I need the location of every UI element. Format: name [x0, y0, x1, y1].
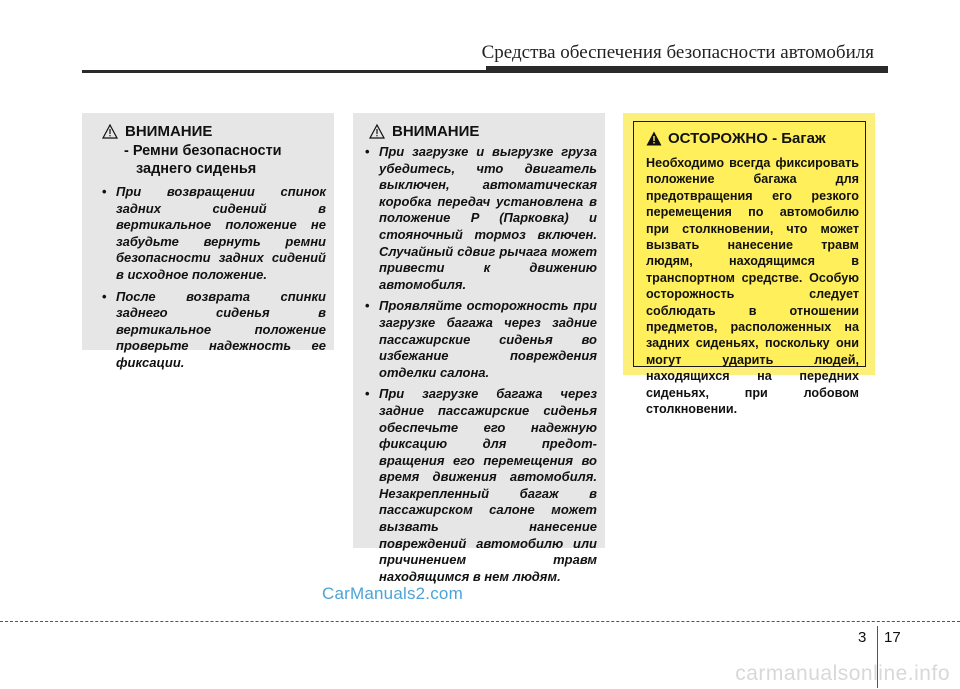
warning-subtitle: - Ремни безопасности	[124, 143, 282, 159]
page-number: 17	[884, 629, 901, 646]
site-watermark: carmanualsonline.info	[735, 662, 950, 685]
warning-list	[102, 184, 326, 372]
caution-triangle-icon	[646, 131, 662, 146]
warning-box-cargo	[353, 113, 605, 584]
warning-heading	[365, 123, 597, 140]
header-rule	[82, 70, 888, 73]
warning-box-seatbelts	[82, 113, 334, 370]
warning-heading-text: ВНИМАНИЕ	[392, 123, 480, 140]
warning-triangle-icon	[369, 124, 385, 139]
warning-heading-text: ВНИМАНИЕ	[125, 123, 213, 140]
list-item: • При загрузке багажа через задние пассажирские сиденья обеспечьте его надежную фиксацию для предот-вращения его перемещения во время движения автомобиля. Незакрепленный багаж в пассажирском салоне может вызвать нанесение повреждений автомобилю или причинением травм находящимся в нем людям.	[365, 386, 597, 585]
list-item: • После возврата спинки заднего сиденья в вертикальное положение проверьте надежность ее фиксации.	[102, 289, 326, 372]
caution-box-luggage	[623, 113, 875, 417]
list-item: • При загрузке и выгрузке груза убедитесь, что двигатель выключен, автоматическая коробка передач установлена в положение P (Парковка) и стояночный тормоз включен. Случайный сдвиг рычага может привести к движению автомобиля.	[365, 144, 597, 293]
warning-heading	[102, 123, 326, 140]
section-title: Средства обеспечения безопасности автомобиля	[481, 42, 874, 63]
footer-dashed-rule	[0, 621, 960, 622]
chapter-number: 3	[858, 629, 867, 646]
carmanuals-watermark: CarManuals2.com	[322, 584, 463, 603]
warning-list	[365, 144, 597, 585]
caution-body: Необходимо всегда фиксировать положение багажа для предотвращения его резкого перемещения по автомобилю при столкновении, что может вызвать нанесение травм людям, находящимся в транспортном средстве. Особую осторожность следует соблюдать в отношении предметов, расположенных на задних сиденьях, поскольку они могут ударить людей, находящихся на передних сиденьях, при лобовом столкновении.	[646, 156, 859, 417]
list-item: • При возвращении спинок задних сидений в вертикальное положение не забудьте вернуть ремни безопасности задних сидений в исходное положение.	[102, 184, 326, 284]
warning-triangle-icon	[102, 124, 118, 139]
caution-heading	[646, 130, 859, 147]
warning-subtitle-cont: заднего сиденья	[136, 161, 257, 177]
list-item: • Проявляйте осторожность при загрузке багажа через задние пассажирские сиденья во избежание повреждения отделки салона.	[365, 298, 597, 381]
caution-heading-text: ОСТОРОЖНО - Багаж	[668, 130, 826, 147]
caution-box-frame	[633, 121, 866, 417]
